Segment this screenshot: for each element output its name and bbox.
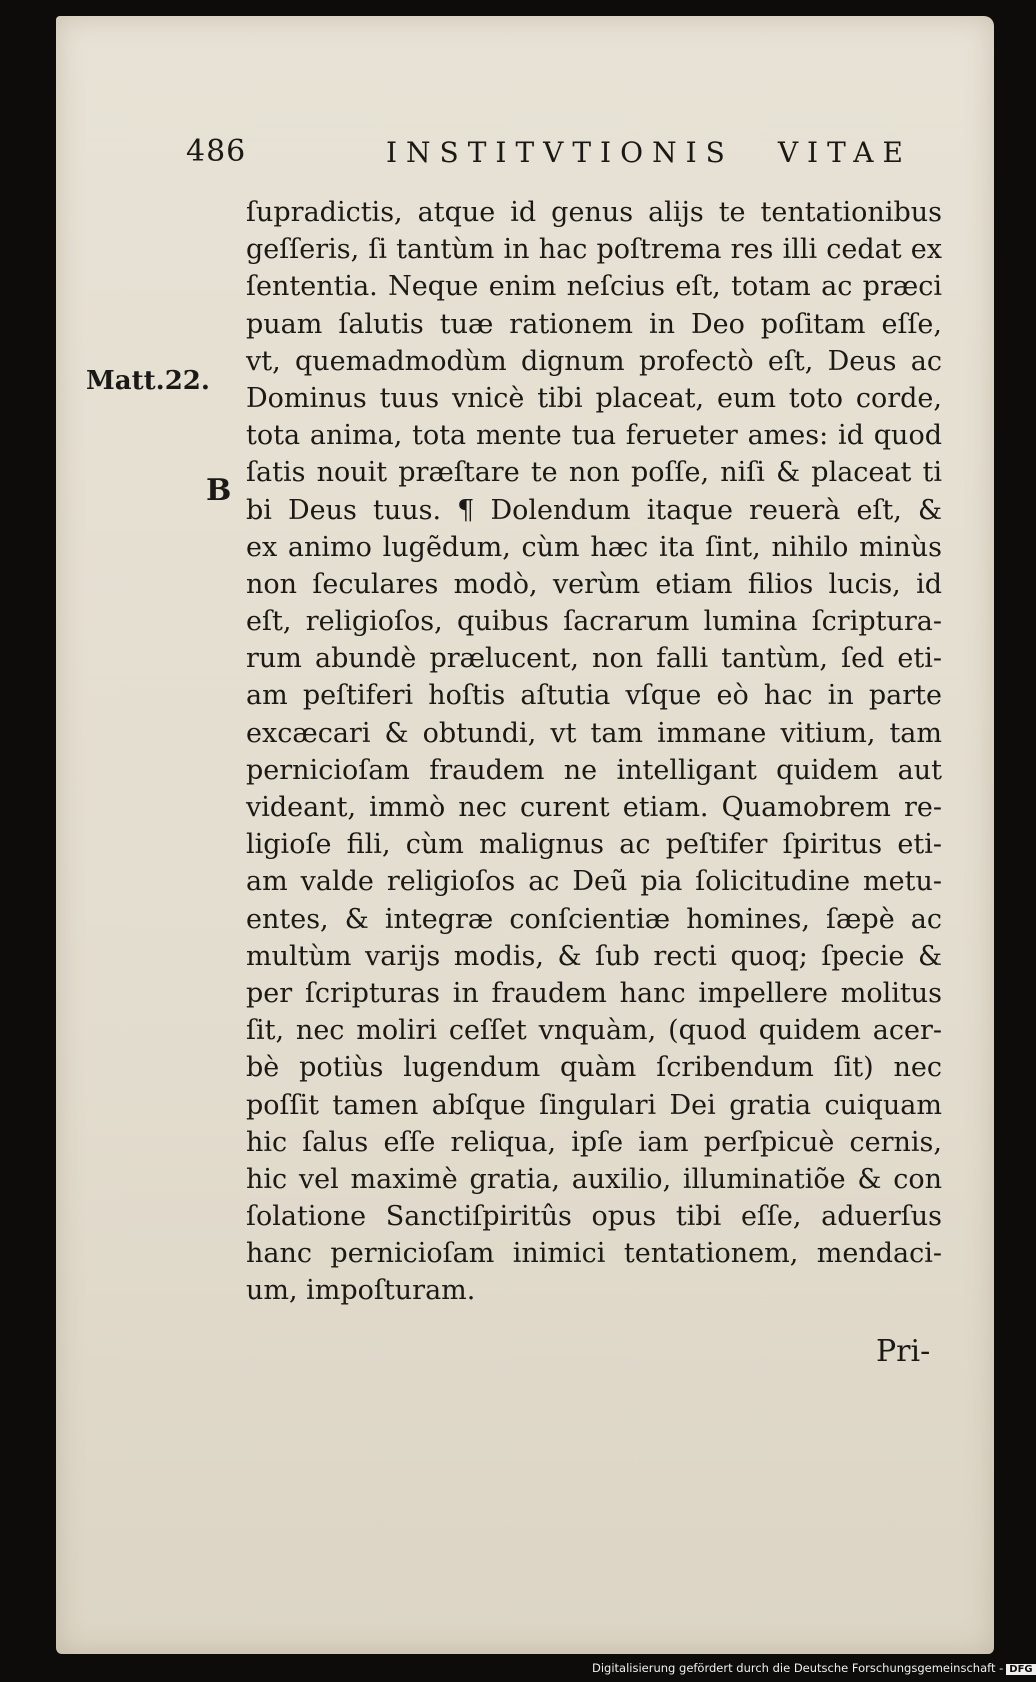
running-title xyxy=(386,136,912,169)
text-line: hanc pernicioſam inimici tentationem, mendaci- xyxy=(246,1238,942,1270)
text-line: multùm varijs modis, & ſub recti quoq; ſpecie & xyxy=(246,940,942,972)
text-line: rum abundè prælucent, non falli tantùm, ſed eti- xyxy=(246,643,942,675)
text-line: ſit, nec moliri ceſſet vnquàm, (quod quidem acer- xyxy=(246,1015,942,1047)
text-line: pernicioſam fraudem ne intelligant quidem aut xyxy=(246,754,942,786)
text-line: am valde religioſos ac Deũ pia ſolicitudine metu- xyxy=(246,866,942,898)
text-line: hic vel maximè gratia, auxilio, illuminatiõe & con xyxy=(246,1163,942,1195)
page-number: 486 xyxy=(186,134,247,169)
text-line: geſſeris, ſi tantùm in hac poſtrema res illi cedat ex xyxy=(246,234,942,266)
text-line: non ſeculares modò, verùm etiam filios lucis, id xyxy=(246,568,942,600)
margin-reference-matthew: Matt.22. xyxy=(86,366,210,396)
book-page xyxy=(56,16,994,1654)
text-line: ex animo lugẽdum, cùm hæc ita ſint, nihilo minùs xyxy=(246,531,942,563)
text-line: bè potiùs lugendum quàm ſcribendum ſit) nec xyxy=(246,1052,942,1084)
body-text xyxy=(246,194,942,1310)
text-line: entes, & integræ conſcientiæ homines, ſæpè ac xyxy=(246,903,942,935)
text-line: bi Deus tuus. ¶ Dolendum itaque reuerà eſt, & xyxy=(246,494,942,526)
running-head xyxy=(186,134,946,174)
text-line: tota anima, tota mente tua ferueter ames: id quod xyxy=(246,420,942,452)
text-line: ligioſe fili, cùm malignus ac peſtifer ſpiritus eti- xyxy=(246,829,942,861)
text-line: ſupradictis, atque id genus alijs te tentationibus xyxy=(246,197,942,228)
margin-section-letter: B xyxy=(206,473,232,508)
text-line: vt, quemadmodùm dignum profectò eſt, Deus ac xyxy=(246,345,942,377)
text-line: poſſit tamen abſque ſingulari Dei gratia cuiquam xyxy=(246,1089,942,1121)
running-title-part2: VITAE xyxy=(777,136,912,169)
text-line: am peſtiferi hoſtis aſtutia vſque eò hac in parte xyxy=(246,680,942,712)
text-line: ſolatione Sanctiſpiritûs opus tibi eſſe, aduerſus xyxy=(246,1201,942,1233)
digitization-credit xyxy=(592,1661,1036,1675)
catchword: Pri- xyxy=(876,1334,931,1369)
text-line: videant, immò nec curent etiam. Quamobrem re- xyxy=(246,792,942,823)
text-line: Dominus tuus vnicè tibi placeat, eum toto corde, xyxy=(246,382,942,414)
running-title-part1: INSTITVTIONIS xyxy=(386,136,734,169)
dfg-logo: DFG xyxy=(1006,1664,1035,1675)
credit-text: Digitalisierung gefördert durch die Deutsche Forschungsgemeinschaft - xyxy=(592,1661,1004,1675)
text-line: excæcari & obtundi, vt tam immane vitium, tam xyxy=(246,717,942,749)
text-line: per ſcripturas in fraudem hanc impellere molitus xyxy=(246,977,942,1009)
text-line: ſatis nouit præſtare te non poſſe, niſi & placeat ti xyxy=(246,457,942,489)
text-line: ſententia. Neque enim neſcius eſt, totam ac præci xyxy=(246,271,942,303)
text-line: hic ſalus eſſe reliqua, ipſe iam perſpicuè cernis, xyxy=(246,1126,942,1158)
text-line: um, impoſturam. xyxy=(246,1275,476,1307)
text-line: eſt, religioſos, quibus ſacrarum lumina ſcriptura- xyxy=(246,606,942,638)
text-line: puam ſalutis tuæ rationem in Deo poſitam eſſe, xyxy=(246,308,942,340)
